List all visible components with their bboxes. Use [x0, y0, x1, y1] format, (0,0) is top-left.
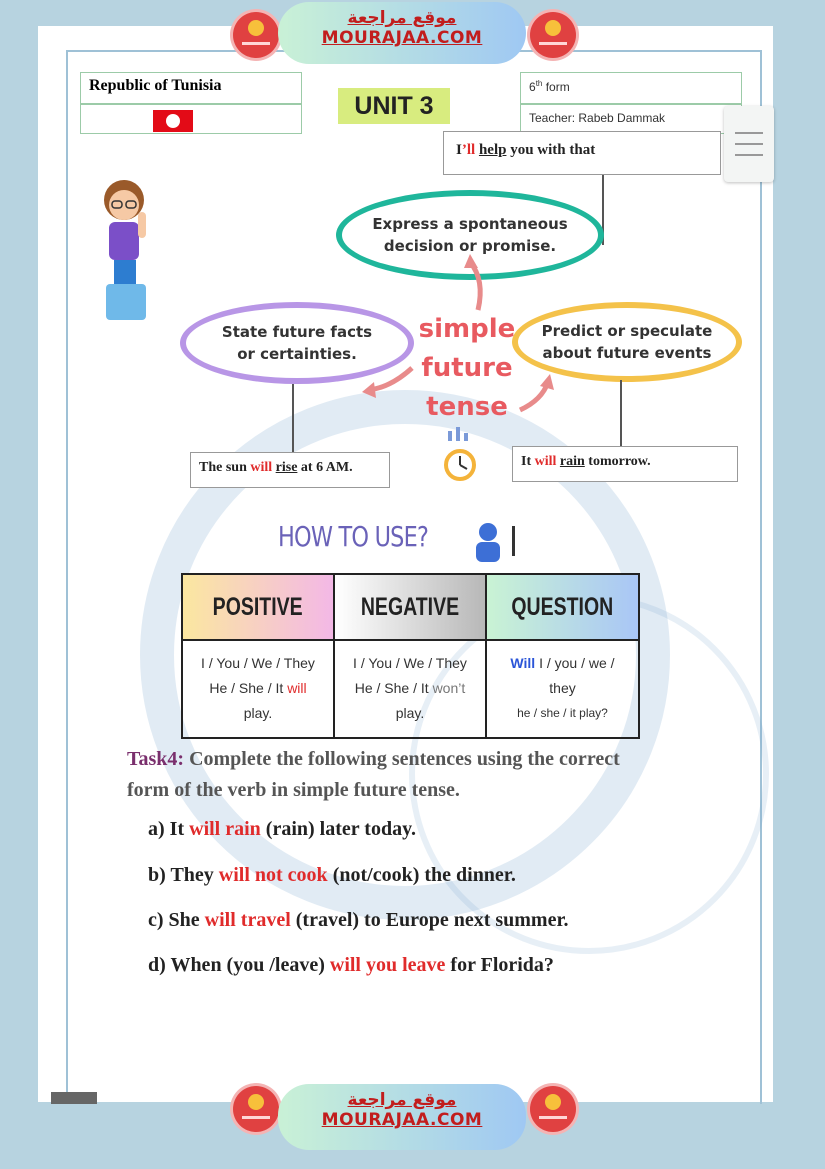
- left-example-box: The sun will rise at 6 AM.: [190, 452, 390, 488]
- flag-cell: [80, 104, 302, 134]
- question-cell: Will I / you / we / they he / she / it play?: [487, 639, 638, 737]
- unit-title: UNIT 3: [338, 88, 450, 124]
- worksheet-header: [80, 72, 742, 134]
- question-header: QUESTION: [487, 575, 638, 639]
- tunisia-flag-icon: [153, 110, 193, 132]
- grade-label: 6th form: [520, 72, 742, 104]
- arrows-icon: [360, 250, 560, 430]
- unit-cell: [302, 72, 520, 134]
- center-title: simple future tense: [418, 314, 516, 422]
- boy-illustration-icon: [98, 172, 154, 322]
- site-logo-icon: [530, 12, 576, 58]
- task-sentence: b) They will not cook (not/cook) the dinner.: [148, 864, 516, 886]
- menu-button[interactable]: [724, 106, 774, 182]
- positive-cell: I / You / We / They He / She / It will play.: [183, 639, 335, 737]
- thinking-figure-icon: [462, 520, 522, 564]
- banner-arabic-text: موقع مراجعة: [347, 1090, 457, 1110]
- usage-table: [181, 573, 640, 739]
- connector-line: [620, 380, 622, 450]
- right-example-box: It will rain tomorrow.: [512, 446, 738, 482]
- site-logo-icon: [233, 1086, 279, 1132]
- banner-site-text: MOURAJAA.COM: [321, 1110, 483, 1130]
- clock-chart-icon: [440, 425, 486, 487]
- country-label: Republic of Tunisia: [80, 72, 302, 104]
- task-sentence: d) When (you /leave) will you leave for Florida?: [148, 954, 554, 976]
- negative-cell: I / You / We / They He / She / It won’t play.: [335, 639, 487, 737]
- how-to-use-heading: HOW TO USE?: [278, 520, 429, 553]
- site-logo-icon: [233, 12, 279, 58]
- negative-header: NEGATIVE: [335, 575, 487, 639]
- site-logo-icon: [530, 1086, 576, 1132]
- right-oval: Predict or speculate about future events: [512, 302, 742, 382]
- top-oval: Express a spontaneous decision or promise.: [336, 190, 604, 280]
- banner-site-text: MOURAJAA.COM: [321, 28, 483, 48]
- page-corner-tab: [51, 1092, 97, 1104]
- connector-line: [292, 384, 294, 454]
- teacher-label: Teacher: Rabeb Dammak: [520, 104, 742, 134]
- top-site-banner[interactable]: [278, 2, 526, 64]
- top-example-box: I’ll help you with that: [443, 131, 721, 175]
- banner-arabic-text: موقع مراجعة: [347, 8, 457, 28]
- task-sentence: c) She will travel (travel) to Europe next summer.: [148, 909, 569, 931]
- left-oval: State future facts or certainties.: [180, 302, 414, 384]
- task-sentence: a) It will rain (rain) later today.: [148, 818, 416, 840]
- positive-header: POSITIVE: [183, 575, 335, 639]
- bottom-site-banner[interactable]: [278, 1084, 526, 1150]
- task-instructions: Task4: Complete the following sentences using the correct form of the verb in simple future tense.: [127, 748, 620, 801]
